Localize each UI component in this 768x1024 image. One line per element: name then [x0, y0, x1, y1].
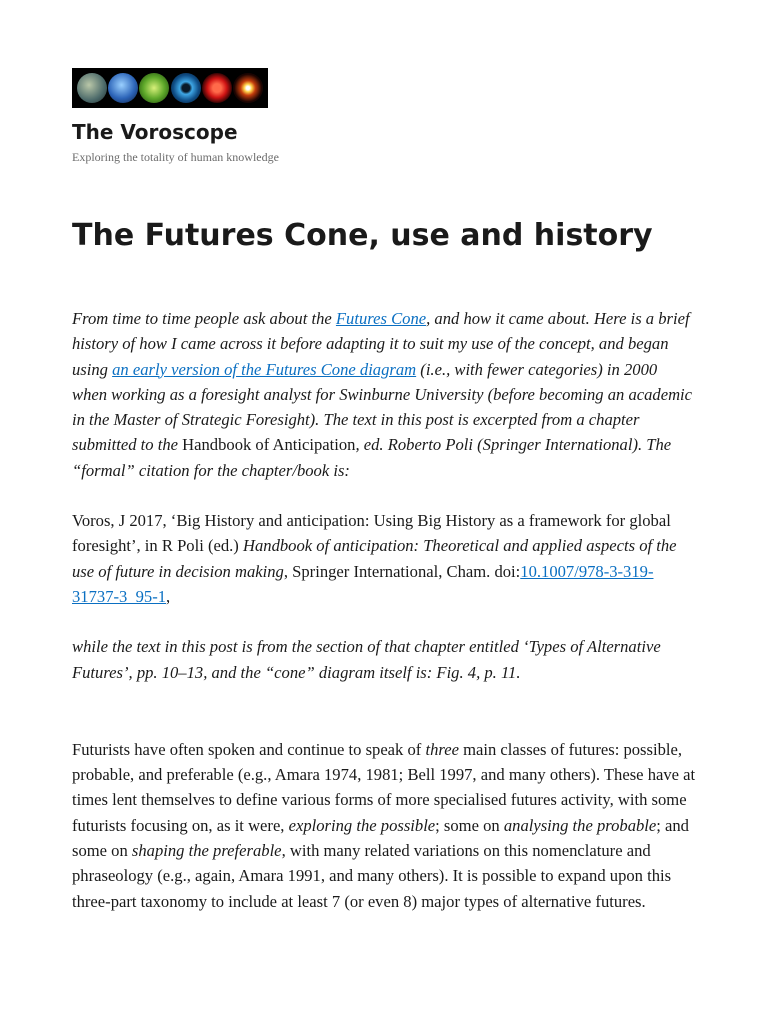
eye-icon: [171, 73, 201, 103]
body-paragraph: Futurists have often spoken and continue to speak of three main classes of futures: possible, probable, and preferable (e.g., Amara 1974, 1981; Bell 1997, and many others). These have at times lent themselves to define various forms of more specialised futures activity, with some futurists focusing on, as it were, exploring the possible; some on analysing the probable; and some on shaping the preferable, with many related variations on this nomenclature and phraseology (e.g., again, Amara 1991, and many others). It is possible to expand upon this three-part taxonomy to include at least 7 (or even 8) major types of alternative futures.: [72, 739, 696, 911]
site-title-link[interactable]: The Voroscope: [72, 120, 238, 144]
citation-paragraph: Voros, J 2017, ‘Big History and anticipation: Using Big History as a framework for global foresight’, in R Poli (ed.) Handbook of anticipation: Theoretical and applied aspects of the use of future in decision making, Springer International, Cham. doi:10.1007/978-3-319-31737-3_95-1,: [72, 511, 677, 606]
section-note-paragraph: while the text in this post is from the section of that chapter entitled ‘Types of Alternative Futures’, pp. 10–13, and the “cone” diagram itself is: Fig. 4, p. 11.: [72, 637, 661, 682]
cell-icon: [139, 73, 169, 103]
site-logo[interactable]: [72, 68, 268, 108]
early-version-diagram-link[interactable]: an early version of the Futures Cone diagram: [112, 359, 417, 379]
earth-icon: [108, 73, 138, 103]
post-content: [72, 306, 696, 914]
futures-cone-link[interactable]: Futures Cone: [335, 309, 427, 328]
doi-link[interactable]: 10.1007/978-3-319-31737-3_95-1: [72, 561, 654, 606]
handbook-title: Handbook of Anticipation: [182, 435, 356, 455]
galaxy-icon: [77, 73, 107, 103]
post-title: The Futures Cone, use and history: [72, 218, 653, 253]
hal-eye-icon: [202, 73, 232, 103]
intro-paragraph: From time to time people ask about the Futures Cone, and how it came about. Here is a brief history of how I came across it before adapting it to suit my use of the concept, and began using an early version of the Futures Cone diagram (i.e., with fewer categories) in 2000 when working as a foresight analyst for Swinburne University (before becoming an academic in the Master of Strategic Foresight). The text in this post is excerpted from a chapter submitted to the Handbook of Anticipation, ed. Roberto Poli (Springer International). The “formal” citation for the chapter/book is:: [72, 309, 693, 480]
citation-book-title: Handbook of anticipation: Theoretical and applied aspects of the use of future in decision making: [72, 536, 677, 581]
site-description: Exploring the totality of human knowledge: [72, 150, 279, 164]
star-icon: [233, 73, 263, 103]
